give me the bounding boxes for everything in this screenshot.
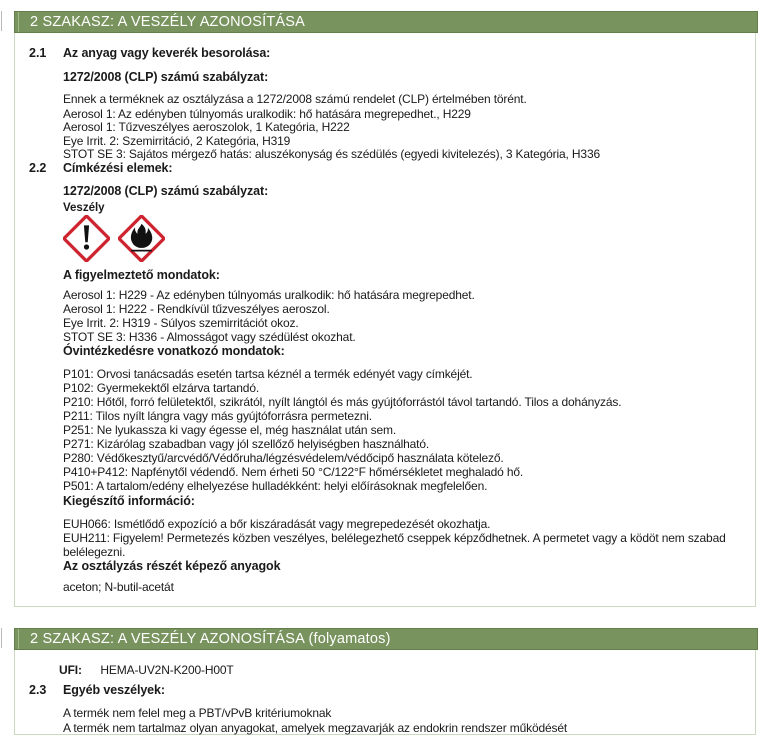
clause-2-1-title: Az anyag vagy keverék besorolása:	[63, 46, 271, 60]
section-2-header-bar	[14, 11, 758, 33]
precautionary-statement: P271: Kizárólag szabadban vagy jól szellőző helyiségben használható.	[63, 437, 430, 451]
ufi-value: HEMA-UV2N-K200-H00T	[100, 663, 234, 677]
section-2-box	[14, 11, 756, 607]
precautionary-statement: P280: Védőkesztyű/arcvédő/Védőruha/légzésvédelem/védőcipő használata kötelező.	[63, 451, 504, 465]
classification-components-text: aceton; N-butil-acetát	[63, 580, 174, 594]
precautionary-statement: P410+P412: Napfénytől védendő. Nem érheti 50 °C/122°F hőmérsékletet meghaladó hő.	[63, 465, 524, 479]
precautionary-statement: P102: Gyermekektől elzárva tartandó.	[63, 381, 260, 395]
supplemental-info-heading: Kiegészítő információ:	[63, 494, 195, 508]
header-bar-divider	[18, 629, 19, 649]
precautionary-statement: P101: Orvosi tanácsadás esetén tartsa kéznél a termék edényét vagy címkéjét.	[63, 367, 473, 381]
hazard-statements-heading: A figyelmeztető mondatok:	[63, 268, 220, 282]
ufi-row	[59, 661, 234, 679]
page-edge-line-bottom	[1, 628, 2, 648]
precautionary-statement: P211: Tilos nyílt lángra vagy más gyújtóforrásra permetezni.	[63, 409, 372, 423]
clause-2-3-title: Egyéb veszélyek:	[63, 683, 165, 697]
section-2-continued-header-bar	[14, 628, 758, 650]
ghs-pictograms	[63, 215, 165, 267]
hazard-statement: Aerosol 1: H229 - Az edényben túlnyomás uralkodik: hő hatására megrepedhet.	[63, 288, 475, 302]
clp-regulation-heading-2: 1272/2008 (CLP) számú szabályzat:	[63, 184, 269, 198]
classification-item: Aerosol 1: Az edényben túlnyomás uralkodik: hő hatására megrepedhet., H229	[63, 107, 471, 121]
precautionary-statement: P251: Ne lyukassza ki vagy égesse el, még használat után sem.	[63, 423, 397, 437]
classification-item: Eye Irrit. 2: Szemirritáció, 2 Kategória, H319	[63, 133, 291, 148]
hazard-statement: Aerosol 1: H222 - Rendkívül tűzveszélyes aeroszol.	[63, 302, 330, 316]
hazard-statement: STOT SE 3: H336 - Almosságot vagy szédülést okozhat.	[63, 330, 356, 344]
other-hazard-statement: A termék nem tartalmaz olyan anyagokat, amelyek megzavarják az endokrin rendszer működését	[63, 720, 568, 735]
clause-2-3-number: 2.3	[29, 683, 47, 697]
precautionary-statements-list	[63, 367, 621, 493]
page-edge-line-top	[1, 11, 2, 31]
precautionary-statement: P210: Hőtől, forró felületektől, szikrától, nyílt lángtól és más gyújtóforrástól távol tartandó. Tilos a dohányzás.	[63, 395, 622, 409]
classification-item: STOT SE 3: Sajátos mérgező hatás: aluszékonyság és szédülés (egyedi kivitelezés), 3 Kategória, H336	[63, 147, 600, 162]
section-2-header-title: 2 SZAKASZ: A VESZÉLY AZONOSÍTÁSA	[30, 14, 306, 30]
section-2-continued-box	[14, 628, 756, 735]
supplemental-statement: EUH066: Ismétlődő expozíció a bőr kiszáradását vagy megrepedezését okozhatja.	[63, 517, 491, 531]
ghs02-flame-icon	[118, 215, 165, 267]
clause-2-1-number: 2.1	[29, 46, 47, 60]
clp-intro-text: Ennek a terméknek az osztályzása a 1272/2008 számú rendelet (CLP) értelmében törént.	[63, 92, 527, 106]
supplemental-statement: EUH211: Figyelem! Permetezés közben veszélyes, belélegezhető cseppek képződhetnek. A permetet vagy a ködöt nem szabad belélegezni.	[63, 531, 726, 559]
hazard-statements-list	[63, 288, 475, 344]
signal-word: Veszély	[63, 202, 105, 214]
ghs07-exclamation-icon	[63, 215, 110, 267]
classification-components-heading: Az osztályzás részét képező anyagok	[63, 559, 281, 573]
other-hazards-list	[63, 706, 567, 735]
supplemental-statements-list	[63, 517, 755, 559]
classification-list	[63, 108, 600, 162]
classification-item: Aerosol 1: Tűzveszélyes aeroszolok, 1 Kategória, H222	[63, 120, 350, 135]
ufi-label: UFI:	[59, 663, 82, 677]
clause-2-2-number: 2.2	[29, 161, 47, 175]
precautionary-statement: P501: A tartalom/edény elhelyezése hulladékként: helyi előírásoknak megfelelően.	[63, 479, 488, 493]
precautionary-statements-heading: Óvintézkedésre vonatkozó mondatok:	[63, 344, 285, 358]
other-hazard-statement: A termék nem felel meg a PBT/vPvB kritériumoknak	[63, 706, 332, 720]
clause-2-2-title: Címkézési elemek:	[63, 161, 173, 175]
section-2-continued-header-title: 2 SZAKASZ: A VESZÉLY AZONOSÍTÁSA (folyamatos)	[30, 631, 391, 647]
hazard-statement: Eye Irrit. 2: H319 - Súlyos szemirritációt okoz.	[63, 316, 299, 330]
header-bar-divider	[18, 12, 19, 32]
clp-regulation-heading: 1272/2008 (CLP) számú szabályzat:	[63, 70, 269, 84]
